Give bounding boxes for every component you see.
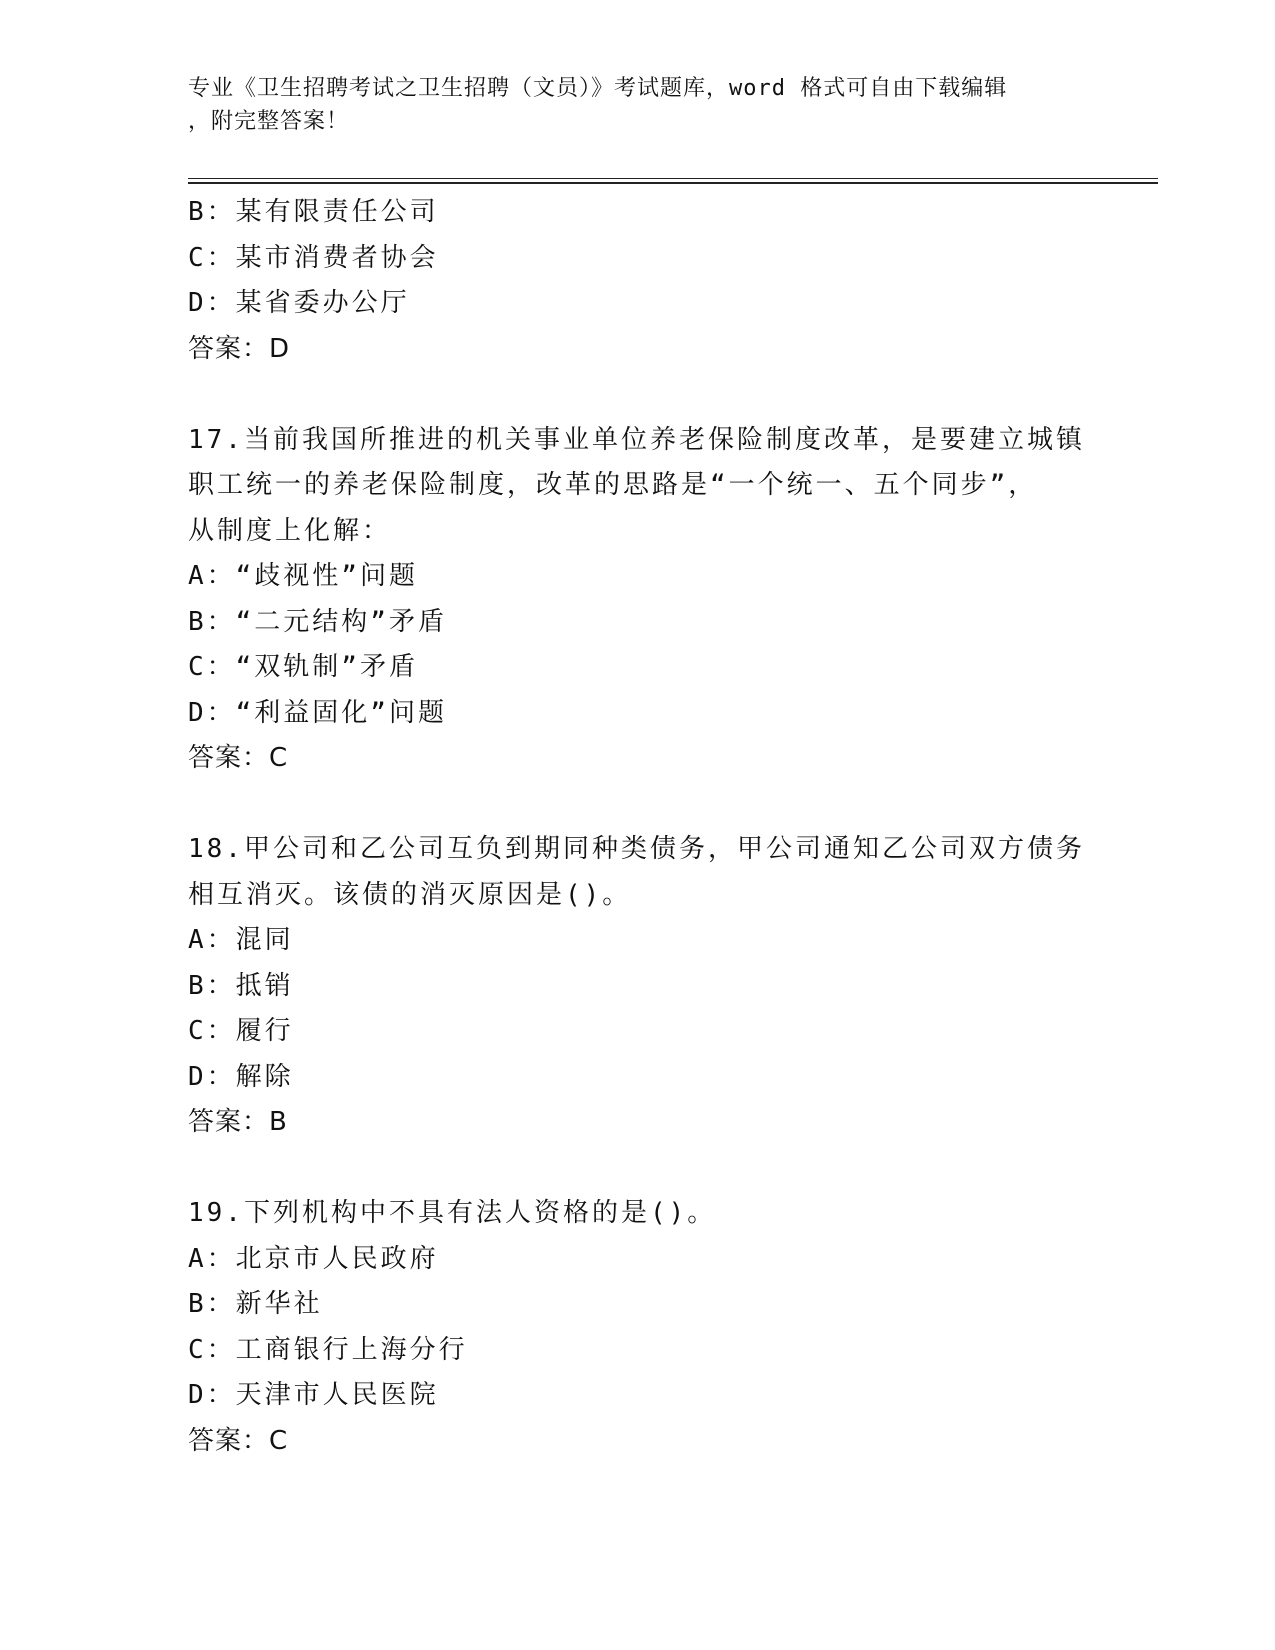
header-divider bbox=[188, 178, 1158, 184]
question-stem-line: 职工统一的养老保险制度，改革的思路是“一个统一、五个同步”， bbox=[188, 470, 1038, 500]
previous-question-tail bbox=[188, 190, 1088, 372]
answer-line: 答案：C bbox=[188, 1425, 289, 1456]
option-c: C：履行 bbox=[188, 1016, 294, 1046]
option-c: C：工商银行上海分行 bbox=[188, 1334, 468, 1365]
option-a: A：混同 bbox=[188, 925, 294, 955]
question-stem-line: 18.甲公司和乙公司互负到期同种类债务，甲公司通知乙公司双方债务 bbox=[188, 834, 1085, 864]
option-d: D：某省委办公厅 bbox=[188, 288, 410, 318]
option-b: B：某有限责任公司 bbox=[188, 197, 439, 227]
document-header bbox=[188, 72, 1088, 138]
question-stem-line: 从制度上化解： bbox=[188, 515, 392, 546]
option-b: B：抵销 bbox=[188, 970, 294, 1001]
spacer bbox=[188, 1146, 1088, 1192]
answer-line: 答案：D bbox=[188, 333, 291, 364]
option-c: C：某市消费者协会 bbox=[188, 242, 439, 273]
answer-line: 答案：C bbox=[188, 743, 289, 773]
header-line-2: ，附完整答案！ bbox=[188, 109, 350, 134]
option-b: B：新华社 bbox=[188, 1289, 323, 1319]
option-b: B：“二元结构”矛盾 bbox=[188, 606, 447, 637]
option-a: A：北京市人民政府 bbox=[188, 1243, 439, 1274]
option-d: D：“利益固化”问题 bbox=[188, 697, 447, 728]
answer-line: 答案：B bbox=[188, 1107, 288, 1137]
option-c: C：“双轨制”矛盾 bbox=[188, 652, 418, 682]
spacer bbox=[188, 372, 1088, 418]
option-d: D：天津市人民医院 bbox=[188, 1380, 439, 1410]
question-17 bbox=[188, 418, 1088, 782]
option-a: A：“歧视性”问题 bbox=[188, 561, 418, 591]
header-line-1: 专业《卫生招聘考试之卫生招聘（文员）》考试题库，word 格式可自由下载编辑 bbox=[188, 76, 1008, 101]
document-body bbox=[188, 190, 1088, 1464]
question-stem-line: 19.下列机构中不具有法人资格的是()。 bbox=[188, 1198, 717, 1228]
question-18 bbox=[188, 827, 1088, 1146]
question-stem-line: 相互消灭。该债的消灭原因是()。 bbox=[188, 879, 632, 910]
option-d: D：解除 bbox=[188, 1061, 294, 1092]
question-stem-line: 17.当前我国所推进的机关事业单位养老保险制度改革，是要建立城镇 bbox=[188, 424, 1085, 455]
spacer bbox=[188, 782, 1088, 828]
question-19 bbox=[188, 1191, 1088, 1464]
